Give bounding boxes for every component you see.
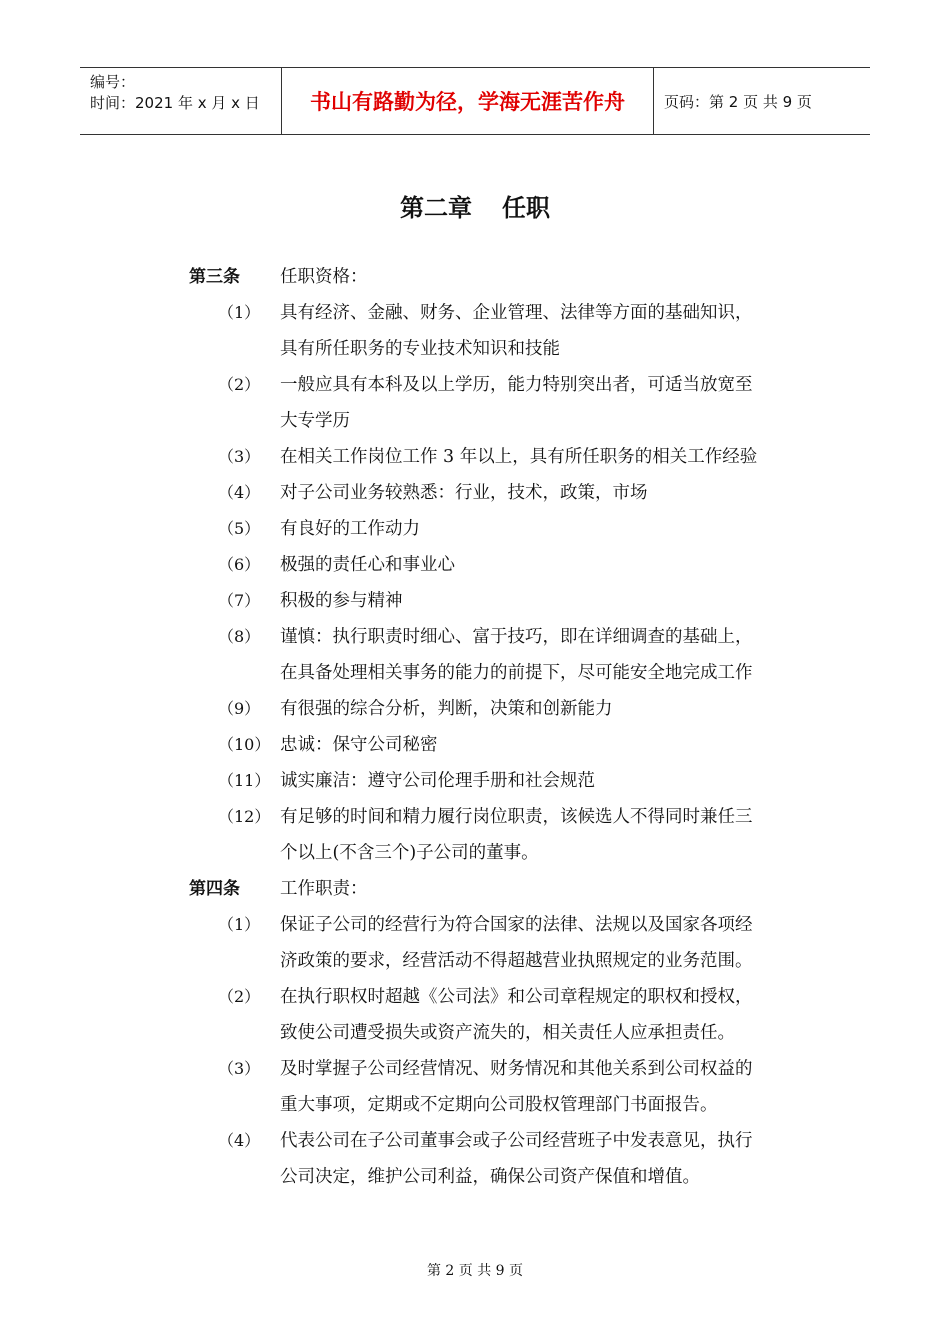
time-label: 时间：2021 年 x 月 x 日 [90, 94, 260, 112]
list-item [0, 511, 950, 547]
list-item [0, 1051, 950, 1087]
item-text: 个以上(不含三个)子公司的董事。 [280, 843, 539, 863]
list-item-continuation [0, 1159, 950, 1195]
item-text: 在执行职权时超越《公司法》和公司章程规定的职权和授权， [280, 987, 753, 1007]
list-item [0, 475, 950, 511]
header-motto: 书山有路勤为径，学海无涯苦作舟 [282, 68, 654, 134]
item-text: 极强的责任心和事业心 [280, 555, 455, 575]
item-text: 具有经济、金融、财务、企业管理、法律等方面的基础知识， [280, 303, 753, 323]
item-text: 在具备处理相关事务的能力的前提下，尽可能安全地完成工作 [280, 663, 753, 683]
page-footer: 第 2 页 共 9 页 [426, 1263, 524, 1279]
chapter-title: 任职 [502, 194, 550, 222]
item-number: （9） [218, 699, 261, 718]
list-item [0, 727, 950, 763]
item-number: （1） [218, 915, 261, 934]
list-item [0, 691, 950, 727]
item-text: 有良好的工作动力 [280, 519, 420, 539]
item-number: （2） [218, 987, 261, 1006]
item-text: 保证子公司的经营行为符合国家的法律、法规以及国家各项经 [280, 915, 753, 935]
chapter-number: 第二章 [400, 194, 472, 222]
list-item-continuation [0, 403, 950, 439]
chapter-heading [0, 188, 950, 223]
list-item [0, 1123, 950, 1159]
item-text: 谨慎：执行职责时细心、富于技巧，即在详细调查的基础上， [280, 627, 753, 647]
item-number: （4） [218, 483, 261, 502]
item-number: （11） [218, 771, 271, 790]
article-heading [0, 259, 950, 295]
item-number: （5） [218, 519, 261, 538]
list-item-continuation [0, 835, 950, 871]
item-number: （2） [218, 375, 261, 394]
item-text: 具有所任职务的专业技术知识和技能 [280, 339, 560, 359]
number-label: 编号： [90, 73, 136, 91]
list-item-continuation [0, 1015, 950, 1051]
item-text: 重大事项，定期或不定期向公司股权管理部门书面报告。 [280, 1095, 718, 1115]
item-number: （3） [218, 1059, 261, 1078]
item-number: （8） [218, 627, 261, 646]
item-text: 济政策的要求，经营活动不得超越营业执照规定的业务范围。 [280, 951, 753, 971]
item-text: 在相关工作岗位工作 3 年以上，具有所任职务的相关工作经验 [280, 447, 758, 467]
article-label: 第四条 [189, 879, 240, 899]
article-heading [0, 871, 950, 907]
list-item [0, 799, 950, 835]
list-item [0, 619, 950, 655]
item-text: 代表公司在子公司董事会或子公司经营班子中发表意见，执行 [280, 1131, 753, 1151]
item-number: （12） [218, 807, 271, 826]
item-number: （10） [218, 735, 271, 754]
list-item [0, 439, 950, 475]
item-text: 致使公司遭受损失或资产流失的，相关责任人应承担责任。 [280, 1023, 735, 1043]
item-text: 有很强的综合分析，判断，决策和创新能力 [280, 699, 613, 719]
list-item [0, 547, 950, 583]
list-item-continuation [0, 331, 950, 367]
item-number: （3） [218, 447, 261, 466]
header-meta [80, 68, 282, 134]
item-text: 忠诚：保守公司秘密 [280, 735, 438, 755]
header-page-label: 页码：第 2 页 共 9 页 [664, 92, 812, 111]
article-label: 第三条 [189, 267, 240, 287]
item-text: 对子公司业务较熟悉：行业，技术，政策，市场 [280, 483, 648, 503]
list-item [0, 583, 950, 619]
article-title: 任职资格： [280, 267, 368, 287]
article-title: 工作职责： [280, 879, 368, 899]
list-item-continuation [0, 655, 950, 691]
list-item-continuation [0, 1087, 950, 1123]
list-item [0, 763, 950, 799]
item-text: 公司决定，维护公司利益，确保公司资产保值和增值。 [280, 1167, 700, 1187]
list-item-continuation [0, 943, 950, 979]
item-number: （4） [218, 1131, 261, 1150]
document-body [0, 259, 950, 1195]
list-item [0, 907, 950, 943]
item-text: 及时掌握子公司经营情况、财务情况和其他关系到公司权益的 [280, 1059, 753, 1079]
item-text: 大专学历 [280, 411, 350, 431]
item-number: （6） [218, 555, 261, 574]
item-text: 积极的参与精神 [280, 591, 403, 611]
list-item [0, 295, 950, 331]
item-number: （7） [218, 591, 261, 610]
item-text: 有足够的时间和精力履行岗位职责，该候选人不得同时兼任三 [280, 807, 753, 827]
item-number: （1） [218, 303, 261, 322]
list-item [0, 979, 950, 1015]
item-text: 一般应具有本科及以上学历，能力特别突出者，可适当放宽至 [280, 375, 753, 395]
item-text: 诚实廉洁：遵守公司伦理手册和社会规范 [280, 771, 595, 791]
page-header [80, 67, 870, 135]
list-item [0, 367, 950, 403]
